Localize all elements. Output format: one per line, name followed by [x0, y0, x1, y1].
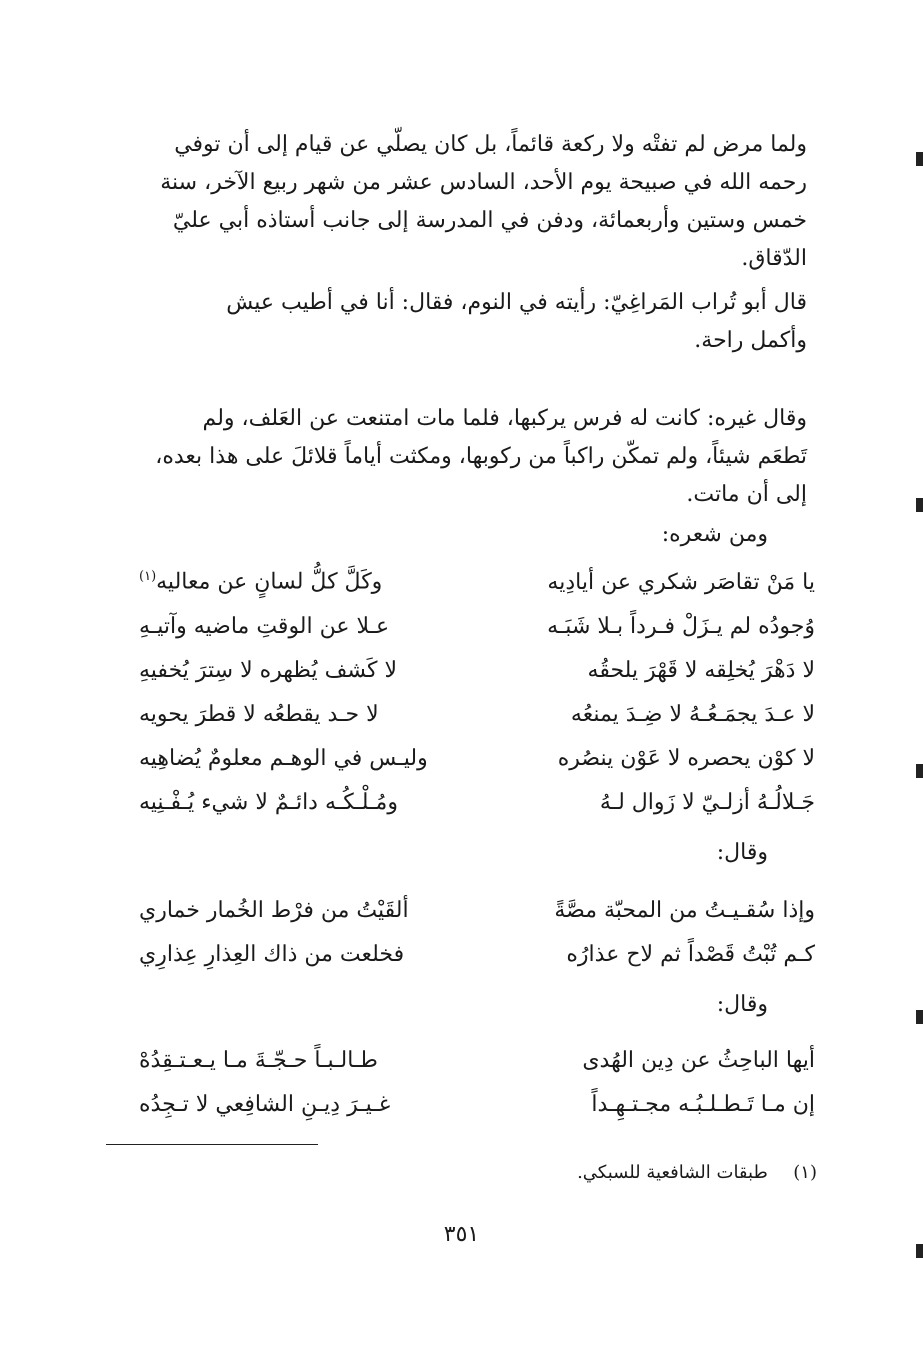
- verse-second-hemistich: وليـس في الوهـم معلومٌ يُضاهِيه: [139, 745, 428, 771]
- verse-first-hemistich: وُجودُه لم يـزَلْ فـرداً بـلا شَبَـه: [547, 613, 815, 639]
- paragraph-line: وأكمل راحة.: [694, 328, 807, 353]
- verse-first-hemistich: لا عـدَ يجمَـعُـهُ لا ضِـدَ يمنعُه: [570, 701, 815, 727]
- verse-first-hemistich: لا كوْن يحصره لا عَوْن ينصُره: [557, 745, 815, 771]
- paragraph-line: قال أبو تُراب المَراغِيّ: رأيته في النوم، فقال: أنا في أطيب عيش: [226, 290, 807, 315]
- verse: [139, 932, 815, 976]
- verse-second-hemistich: فخلعت من ذاك العِذارِ عِذارِي: [139, 941, 405, 967]
- poem-3-intro: وقال:: [716, 992, 768, 1017]
- paragraph-line: خمس وستين وأربعمائة، ودفن في المدرسة إلى جانب أستاذه أبي عليّ: [172, 208, 807, 233]
- verse-first-hemistich: لا دَهْرَ يُخلِقه لا قَهْرَ يلحقُه: [587, 657, 815, 683]
- margin-mark: [916, 764, 923, 778]
- verse-second-hemistich: عـلا عن الوقتِ ماضيه وآتيـهِ: [139, 613, 390, 639]
- poem-3: [139, 1038, 815, 1126]
- verse-second-hemistich: ألقَيْتُ من فرْط الخُمار خماري: [139, 897, 409, 923]
- verse: [139, 1082, 815, 1126]
- verse: [139, 604, 815, 648]
- poem-1: [139, 560, 815, 824]
- paragraph-line: تَطعَم شيئاً، ولم تمكّن راكباً من ركوبها، ومكثت أياماً قلائلَ على هذا بعده،: [155, 444, 807, 469]
- verse-second-hemistich: طـالـبـاً حـجّـةَ مـا يـعـتـقِدُهْ: [139, 1047, 378, 1073]
- verse-second-hemistich: لا كَشف يُظهره لا سِترَ يُخفيهِ: [139, 657, 398, 683]
- verse-second-text: وكَلَّ كلُّ لسانٍ عن معاليه: [156, 569, 383, 595]
- footnote: [577, 1158, 817, 1188]
- paragraph-line: رحمه الله في صبيحة يوم الأحد، السادس عشر من شهر ربيع الآخر، سنة: [160, 170, 807, 195]
- paragraph-3: [139, 400, 807, 514]
- verse: [139, 1038, 815, 1082]
- paragraph-line: ولما مرض لم تفتْه ولا ركعة قائماً، بل كان يصلّي عن قيام إلى أن توفي: [174, 132, 807, 157]
- page-number: ٣٥١: [443, 1222, 480, 1247]
- paragraph-line: الدّقاق.: [741, 246, 807, 271]
- verse: [139, 692, 815, 736]
- verse-second-hemistich: لا حـد يقطعُه لا قطرَ يحويه: [139, 701, 379, 727]
- verse-first-hemistich: أيها الباحِثُ عن دِين الهُدى: [582, 1047, 815, 1073]
- margin-mark: [916, 1010, 923, 1024]
- poem-2-intro: وقال:: [716, 840, 768, 865]
- verse-first-hemistich: كـم تُبْتُ قَصْداً ثم لاح عذارُه: [566, 941, 815, 967]
- verse: [139, 736, 815, 780]
- paragraph-2: [139, 284, 807, 360]
- footnote-divider: [106, 1144, 318, 1145]
- footnote-reference: (١): [139, 569, 157, 585]
- paragraph-line: وقال غيره: كانت له فرس يركبها، فلما مات امتنعت عن العَلف، ولم: [202, 406, 807, 431]
- margin-mark: [916, 1244, 923, 1258]
- verse-first-hemistich: وإذا سُقـيـتُ من المحبّة مصَّةً: [554, 897, 815, 923]
- poem-2: [139, 888, 815, 976]
- verse-first-hemistich: جَـلالُـهُ أزلـيّ لا زَوال لـهُ: [599, 789, 815, 815]
- verse: [139, 560, 815, 604]
- footnote-marker: (١): [793, 1162, 817, 1183]
- verse-second-hemistich: غـيـرَ دِيـنِ الشافِعي لا تـجِدُه: [139, 1091, 391, 1117]
- verse-second-hemistich: [139, 569, 469, 594]
- verse: [139, 888, 815, 932]
- verse-first-hemistich: إن مـا تَـطـلـبُـه مجـتـهِـداً: [591, 1091, 815, 1117]
- verse: [139, 648, 815, 692]
- poem-1-intro: ومن شعره:: [661, 522, 768, 547]
- verse-second-hemistich: ومُـلْـكُـه دائـمٌ لا شيء يُـفْـنِيه: [139, 789, 398, 815]
- paragraph-1: [139, 126, 807, 278]
- paragraph-line: إلى أن ماتت.: [686, 482, 807, 507]
- margin-mark: [916, 498, 923, 512]
- margin-mark: [916, 152, 923, 166]
- footnote-text: طبقات الشافعية للسبكي.: [577, 1162, 768, 1183]
- verse: [139, 780, 815, 824]
- verse-first-hemistich: يا مَنْ تقاصَر شكري عن أيادِيه: [547, 569, 815, 595]
